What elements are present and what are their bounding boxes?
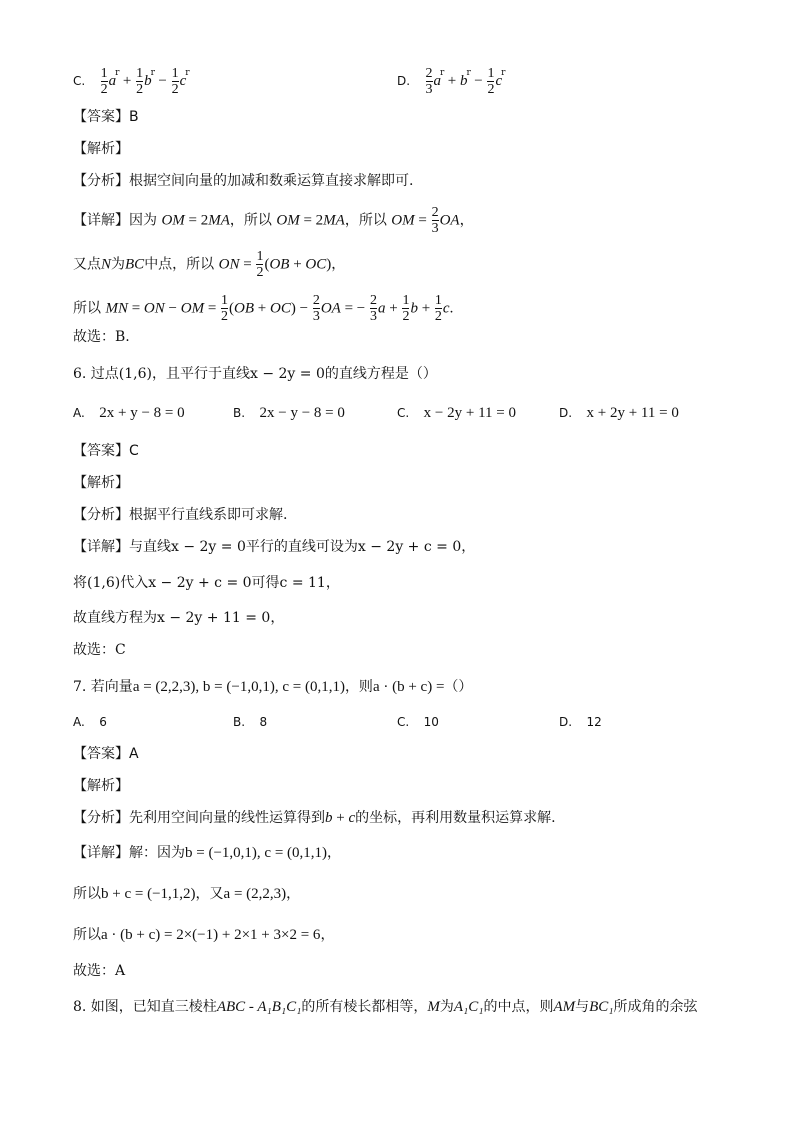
q7-option-b xyxy=(233,712,267,732)
option-label: B. xyxy=(233,406,246,420)
q7-option-a xyxy=(73,712,107,732)
option-label: C. xyxy=(397,715,410,729)
option-label: C. xyxy=(397,406,410,420)
text: （） xyxy=(444,679,473,695)
text: ，所以 xyxy=(344,212,387,229)
option-text: 10 xyxy=(423,715,439,729)
q5-detail-line-1: 【详解】因为 OM = 2MA，所以 OM = 2MA，所以 OM = $\frac{2}{3}$ OA， xyxy=(73,205,474,236)
option-text: 6 xyxy=(99,715,107,729)
analysis-text: 根据平行直线系即可求解. xyxy=(129,507,288,523)
q6-stem: 6. 过点(1,6)，且平行于直线x − 2y = 0的直线方程是（） xyxy=(73,366,437,382)
segment-am: AM xyxy=(553,999,576,1015)
analysis-tag: 【分析】 xyxy=(73,173,129,189)
option-label: B. xyxy=(233,715,246,729)
q7-analysis: 【分析】先利用空间向量的线性运算得到b + c的坐标，再利用数量积运算求解. xyxy=(73,810,556,826)
text: 所以 xyxy=(73,927,101,943)
text: 因为 xyxy=(129,212,157,229)
option-label: D. xyxy=(397,74,411,88)
text: 8. 如图，已知直三棱柱 xyxy=(73,999,217,1015)
q5-analysis-heading: 【解析】 xyxy=(73,141,129,157)
segment-bc1: BC₁ xyxy=(589,999,614,1015)
option-label: A. xyxy=(73,406,85,420)
q7-option-c xyxy=(397,712,439,732)
q7-detail-line-3 xyxy=(73,925,334,945)
text: 所以 xyxy=(73,300,101,317)
q8-stem xyxy=(73,997,698,1017)
text: 中点，所以 xyxy=(144,256,215,273)
option-text: x + 2y + 11 = 0 xyxy=(586,405,679,421)
q6-conclusion: 故选：C xyxy=(73,642,126,658)
text: 7. 若向量 xyxy=(73,679,133,695)
q6-detail-line-2: 将(1,6)代入x − 2y + c = 0可得c = 11， xyxy=(73,575,340,591)
q6-analysis xyxy=(73,505,287,525)
q7-analysis-heading: 【解析】 xyxy=(73,778,129,794)
q5-answer: 【答案】B xyxy=(73,109,139,125)
prism: ABC - A₁B₁C₁ xyxy=(216,999,302,1015)
segment-a1c1: A₁C₁ xyxy=(453,999,484,1015)
math: b = (−1,0,1), c = (0,1,1) xyxy=(185,845,328,861)
option-text: 12 xyxy=(586,715,602,729)
segment-bc: BC xyxy=(125,256,145,273)
option-math: $\frac{2}{3}$ $a^r + b^r$ − $\frac{1}{2}$ $c^r$ xyxy=(425,65,506,97)
text: 所成角的余弦 xyxy=(613,999,698,1015)
option-math: $\frac{1}{2}$ $a^r$ + $\frac{1}{2}$ $b^r$ − $\frac{1}{2}$ $c^r$ xyxy=(100,65,190,97)
q5-option-d xyxy=(397,63,504,97)
math: a · (b + c) = 2×(−1) + 2×1 + 3×2 = 6 xyxy=(101,927,321,943)
text: 又点 xyxy=(73,256,101,273)
option-label: D. xyxy=(559,406,573,420)
text: ，又 xyxy=(195,886,224,902)
q6-detail-line-1 xyxy=(73,537,475,557)
option-label: A. xyxy=(73,715,85,729)
q7-conclusion: 故选：A xyxy=(73,963,126,979)
math: a · (b + c) = xyxy=(372,679,445,695)
math: a = (2,2,3), b = (−1,0,1), c = (0,1,1) xyxy=(132,679,345,695)
option-text: x − 2y + 11 = 0 xyxy=(423,405,516,421)
q6-option-a xyxy=(73,403,185,423)
option-text: 2x − y − 8 = 0 xyxy=(259,405,345,421)
q5-conclusion: 故选：B. xyxy=(73,329,130,345)
q7-option-d xyxy=(559,712,602,732)
detail-tag: 【详解】 xyxy=(73,212,129,229)
analysis-text: 根据空间向量的加减和数乘运算直接求解即可. xyxy=(129,173,414,189)
q6-option-d xyxy=(559,403,679,423)
detail-tag: 【详解】 xyxy=(73,845,129,861)
text: 所以 xyxy=(73,886,101,902)
q5-detail-line-2: 又点N为BC中点，所以 ON = $\frac{1}{2}$ (OB + OC)， xyxy=(73,249,346,280)
option-text: 2x + y − 8 = 0 xyxy=(99,405,185,421)
q5-option-c xyxy=(73,63,189,97)
q6-option-c xyxy=(397,403,516,423)
text: ， xyxy=(320,927,335,943)
q7-stem xyxy=(73,677,472,697)
point-m: M xyxy=(427,999,440,1015)
text: 的所有棱长都相等， xyxy=(301,999,428,1015)
text: 为 xyxy=(439,999,454,1015)
text: ，则 xyxy=(344,679,373,695)
text: 为 xyxy=(111,256,126,273)
text: ， xyxy=(327,845,342,861)
q5-detail-line-3: 所以 MN = ON − OM = $\frac{1}{2}$ (OB + OC) − $\frac{2}{3}$ OA = − $\frac{2}{3}$ a + $\frac{1}{2}$ b + $\frac{1}{2}$ c. xyxy=(73,293,454,324)
text: 解：因为 xyxy=(129,845,185,861)
option-label: D. xyxy=(559,715,573,729)
text: ，所以 xyxy=(229,212,272,229)
text: 的中点，则 xyxy=(483,999,554,1015)
text: 先利用空间向量的线性运算得到 xyxy=(129,810,325,826)
math: a = (2,2,3) xyxy=(223,886,287,902)
q6-detail-line-3: 故直线方程为x − 2y + 11 = 0， xyxy=(73,610,285,626)
q5-analysis xyxy=(73,171,413,191)
text: 的坐标，再利用数量积运算求解. xyxy=(355,810,556,826)
math: b + c = (−1,1,2) xyxy=(101,886,196,902)
detail-text: 与直线x − 2y = 0平行的直线可设为x − 2y + c = 0， xyxy=(129,539,476,555)
point-n: N xyxy=(101,256,112,273)
q7-detail-line-1 xyxy=(73,843,341,863)
q7-answer: 【答案】A xyxy=(73,746,139,762)
option-label: C. xyxy=(73,74,86,88)
analysis-tag: 【分析】 xyxy=(73,507,129,523)
q7-detail-line-2 xyxy=(73,884,300,904)
detail-tag: 【详解】 xyxy=(73,539,129,555)
q6-answer: 【答案】C xyxy=(73,443,139,459)
analysis-tag: 【分析】 xyxy=(73,810,129,826)
q6-analysis-heading: 【解析】 xyxy=(73,475,129,491)
text: ， xyxy=(286,886,301,902)
option-text: 8 xyxy=(259,715,268,729)
text: 与 xyxy=(575,999,590,1015)
q6-option-b xyxy=(233,403,345,423)
